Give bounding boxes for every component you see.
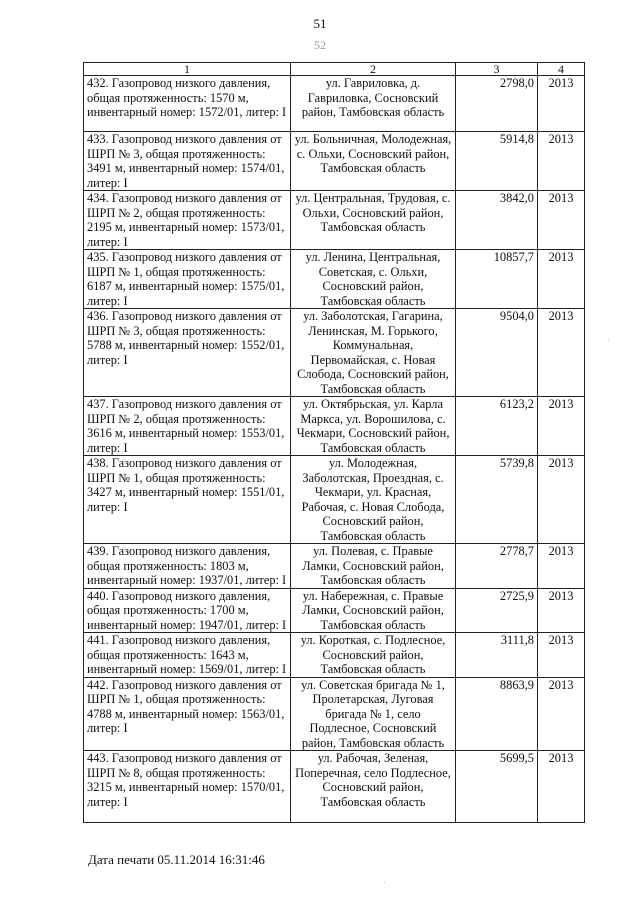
object-name-cell: 432. Газопровод низкого давления, общая протяженность: 1570 м, инвентарный номер: 1572/01, литер: I <box>84 76 291 132</box>
object-name-cell: 441. Газопровод низкого давления, общая протяженность: 1643 м, инвентарный номер: 1569/01, литер: I <box>84 633 291 678</box>
address-cell: ул. Полевая, с. Правые Ламки, Сосновский район, Тамбовская область <box>291 544 456 589</box>
header-col-2: 2 <box>291 63 456 76</box>
address-cell: ул. Молодежная, Заболотская, Проездная, с. Чекмари, ул. Красная, Рабочая, с. Новая Слобода, Сосновский район, Тамбовская область <box>291 456 456 544</box>
address-cell: ул. Набережная, с. Правые Ламки, Сосновский район, Тамбовская область <box>291 588 456 633</box>
object-name-cell: 434. Газопровод низкого давления от ШРП № 2, общая протяженность: 2195 м, инвентарный номер: 1573/01, литер: I <box>84 191 291 250</box>
scan-artifact <box>608 340 609 341</box>
year-cell: 2013 <box>538 751 585 823</box>
object-name-cell: 439. Газопровод низкого давления, общая протяженность: 1803 м, инвентарный номер: 1937/01, литер: I <box>84 544 291 589</box>
year-cell: 2013 <box>538 132 585 191</box>
page-number-stamp: 52 <box>314 38 326 52</box>
year-cell: 2013 <box>538 397 585 456</box>
scan-artifact <box>384 882 385 883</box>
object-name-cell: 436. Газопровод низкого давления от ШРП № 3, общая протяженность: 5788 м, инвентарный номер: 1552/01, литер: I <box>84 309 291 397</box>
address-cell: ул. Советская бригада № 1, Пролетарская, Луговая бригада № 1, село Подлесное, Сосновский район, Тамбовская область <box>291 677 456 751</box>
year-cell: 2013 <box>538 309 585 397</box>
address-cell: ул. Центральная, Трудовая, с. Ольхи, Сосновский район, Тамбовская область <box>291 191 456 250</box>
table-row <box>84 250 585 309</box>
object-name-cell: 435. Газопровод низкого давления от ШРП № 1, общая протяженность: 6187 м, инвентарный номер: 1575/01, литер: I <box>84 250 291 309</box>
year-cell: 2013 <box>538 250 585 309</box>
table-body <box>84 76 585 823</box>
table-header <box>84 63 585 76</box>
year-cell: 2013 <box>538 677 585 751</box>
address-cell: ул. Рабочая, Зеленая, Поперечная, село Подлесное, Сосновский район, Тамбовская область <box>291 751 456 823</box>
header-row <box>84 63 585 76</box>
year-cell: 2013 <box>538 588 585 633</box>
table-row <box>84 456 585 544</box>
year-cell: 2013 <box>538 633 585 678</box>
value-cell: 3842,0 <box>456 191 538 250</box>
year-cell: 2013 <box>538 191 585 250</box>
value-cell: 5739,8 <box>456 456 538 544</box>
header-col-3: 3 <box>456 63 538 76</box>
value-cell: 5914,8 <box>456 132 538 191</box>
value-cell: 5699,5 <box>456 751 538 823</box>
object-name-cell: 437. Газопровод низкого давления от ШРП № 2, общая протяженность: 3616 м, инвентарный номер: 1553/01, литер: I <box>84 397 291 456</box>
address-cell: ул. Заболотская, Гагарина, Ленинская, М. Горького, Коммунальная, Первомайская, с. Новая Слобода, Сосновский район, Тамбовская область <box>291 309 456 397</box>
object-name-cell: 442. Газопровод низкого давления от ШРП № 1, общая протяженность: 4788 м, инвентарный номер: 1563/01, литер: I <box>84 677 291 751</box>
object-name-cell: 438. Газопровод низкого давления от ШРП № 1, общая протяженность: 3427 м, инвентарный номер: 1551/01, литер: I <box>84 456 291 544</box>
table-row <box>84 633 585 678</box>
object-name-cell: 440. Газопровод низкого давления, общая протяженность: 1700 м, инвентарный номер: 1947/01, литер: I <box>84 588 291 633</box>
value-cell: 2725,9 <box>456 588 538 633</box>
table-row <box>84 751 585 823</box>
value-cell: 6123,2 <box>456 397 538 456</box>
address-cell: ул. Гавриловка, д. Гавриловка, Сосновский район, Тамбовская область <box>291 76 456 132</box>
table-row <box>84 397 585 456</box>
year-cell: 2013 <box>538 544 585 589</box>
value-cell: 8863,9 <box>456 677 538 751</box>
object-name-cell: 433. Газопровод низкого давления от ШРП № 3, общая протяженность: 3491 м, инвентарный номер: 1574/01, литер: I <box>84 132 291 191</box>
year-cell: 2013 <box>538 76 585 132</box>
address-cell: ул. Ленина, Центральная, Советская, с. Ольхи, Сосновский район, Тамбовская область <box>291 250 456 309</box>
address-cell: ул. Больничная, Молодежная, с. Ольхи, Сосновский район, Тамбовская область <box>291 132 456 191</box>
table-row <box>84 544 585 589</box>
page-number: 51 <box>313 16 327 31</box>
value-cell: 2798,0 <box>456 76 538 132</box>
table-row <box>84 677 585 751</box>
address-cell: ул. Короткая, с. Подлесное, Сосновский район, Тамбовская область <box>291 633 456 678</box>
print-date: Дата печати 05.11.2014 16:31:46 <box>88 852 265 867</box>
registry-table <box>83 62 585 823</box>
header-col-4: 4 <box>538 63 585 76</box>
address-cell: ул. Октябрьская, ул. Карла Маркса, ул. Ворошилова, с. Чекмари, Сосновский район, Тамбовская область <box>291 397 456 456</box>
table-row <box>84 588 585 633</box>
value-cell: 10857,7 <box>456 250 538 309</box>
table-row <box>84 309 585 397</box>
value-cell: 9504,0 <box>456 309 538 397</box>
object-name-cell: 443. Газопровод низкого давления от ШРП № 8, общая протяженность: 3215 м, инвентарный номер: 1570/01, литер: I <box>84 751 291 823</box>
table-row <box>84 191 585 250</box>
value-cell: 2778,7 <box>456 544 538 589</box>
header-col-1: 1 <box>84 63 291 76</box>
value-cell: 3111,8 <box>456 633 538 678</box>
table-row <box>84 132 585 191</box>
year-cell: 2013 <box>538 456 585 544</box>
table-row <box>84 76 585 132</box>
